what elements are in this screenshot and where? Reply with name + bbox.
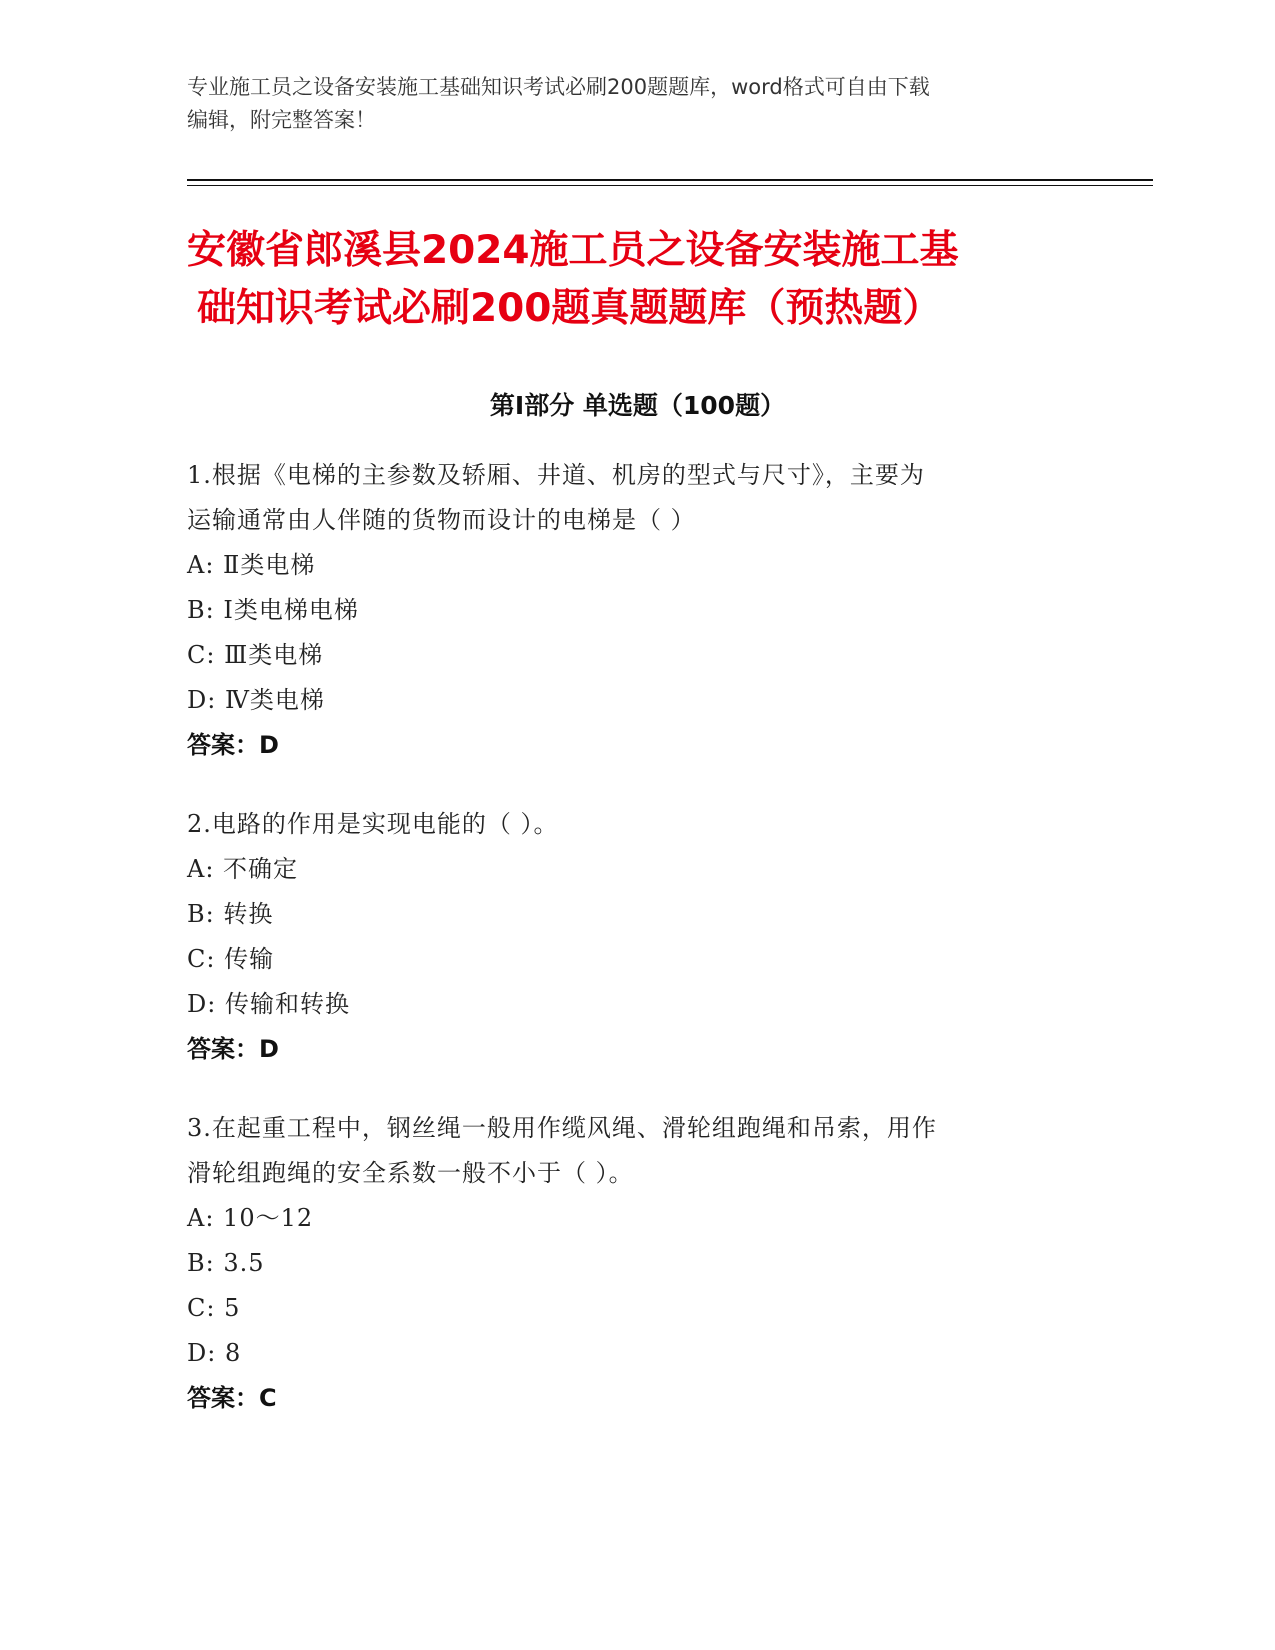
header-line-2: 编辑，附完整答案！ [187, 108, 376, 132]
question-stem-line-1: 3.在起重工程中，钢丝绳一般用作缆风绳、滑轮组跑绳和吊索，用作 [187, 1114, 937, 1142]
question-3 [187, 1106, 1087, 1421]
answer: 答案：D [187, 731, 279, 759]
option-c: C: 传输 [187, 945, 275, 973]
document-title [187, 222, 1137, 338]
question-stem-line-1: 1.根据《电梯的主参数及轿厢、井道、机房的型式与尺寸》，主要为 [187, 461, 925, 489]
option-c: C: Ⅲ类电梯 [187, 641, 324, 669]
option-b: B: Ⅰ类电梯电梯 [187, 596, 359, 624]
option-d: D: Ⅳ类电梯 [187, 686, 325, 714]
option-a: A: Ⅱ类电梯 [187, 551, 316, 579]
question-stem-line-2: 运输通常由人伴随的货物而设计的电梯是（ ） [187, 506, 696, 534]
answer: 答案：C [187, 1384, 277, 1412]
title-line-2: 础知识考试必刷200题真题题库（预热题） [197, 286, 942, 331]
question-2 [187, 802, 1087, 1072]
question-stem-line-1: 2.电路的作用是实现电能的（ ）。 [187, 810, 559, 838]
option-b: B: 3.5 [187, 1249, 265, 1277]
option-d: D: 8 [187, 1339, 242, 1367]
question-stem-line-2: 滑轮组跑绳的安全系数一般不小于（ ）。 [187, 1159, 634, 1187]
title-line-1: 安徽省郎溪县2024施工员之设备安装施工基 [187, 228, 959, 273]
section-heading: 第Ⅰ部分 单选题（100题） [489, 391, 786, 420]
header-divider-thin [187, 185, 1153, 186]
option-a: A: 10～12 [187, 1204, 314, 1232]
option-b: B: 转换 [187, 900, 274, 928]
header-divider-thick [187, 179, 1153, 181]
option-d: D: 传输和转换 [187, 990, 350, 1018]
answer: 答案：D [187, 1035, 279, 1063]
header-line-1: 专业施工员之设备安装施工基础知识考试必刷200题题库，word格式可自由下载 [187, 75, 930, 99]
option-a: A: 不确定 [187, 855, 299, 883]
option-c: C: 5 [187, 1294, 241, 1322]
header-note [187, 71, 1087, 137]
question-1 [187, 453, 1087, 768]
